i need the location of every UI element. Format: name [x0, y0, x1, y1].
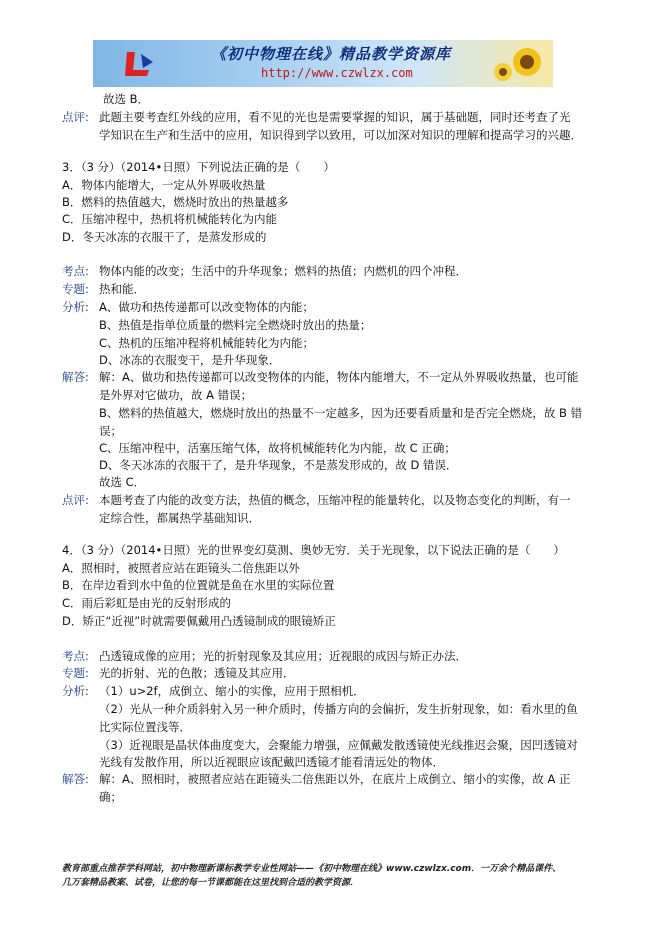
q4-jieda-line: 解：A、照相时，被照者应站在距镜头二倍焦距以外，在底片上成倒立、缩小的实像，故 A 正 — [99, 772, 571, 786]
q4-stem: 4．（3 分）（2014•日照）光的世界变幻莫测、奥妙无穷．关于光现象，以下说法正确的是（ ） — [62, 543, 565, 557]
page-footer — [62, 862, 602, 890]
q4-kaodian-label: 考点: — [62, 649, 89, 663]
q3-dianping-line: 定综合性，都属热学基础知识． — [99, 511, 260, 525]
q3-zhuanti: 热和能． — [99, 282, 145, 296]
q3-zhuanti-label: 专题: — [62, 282, 89, 296]
q4-option-b: B．在岸边看到水中鱼的位置就是鱼在水里的实际位置 — [62, 578, 335, 592]
q3-jieda-line: D、冬天冰冻的衣服干了，是升华现象，不是蒸发形成的，故 D 错误． — [99, 458, 458, 472]
q3-option-d: D．冬天冰冻的衣服干了，是蒸发形成的 — [62, 230, 267, 244]
q4-kaodian: 凸透镜成像的应用；光的折射现象及其应用；近视眼的成因与矫正办法． — [99, 649, 467, 663]
q3-fenxi-line: B、热值是指单位质量的燃料完全燃烧时放出的热量； — [99, 318, 372, 332]
q3-jieda-line: 误； — [99, 424, 122, 438]
q4-option-d: D．矫正“近视”时就需要佩戴用凸透镜制成的眼镜矫正 — [62, 614, 336, 628]
q4-zhuanti: 光的折射、光的色散；透镜及其应用． — [99, 666, 295, 680]
q4-fenxi-line: 光线有发散作用，所以近视眼应该配戴凹透镜才能看清远处的物体． — [99, 755, 444, 769]
prev-comment-label: 点评: — [62, 110, 89, 124]
banner-title: 《初中物理在线》精品教学资源库 — [211, 45, 452, 63]
q3-option-b: B．燃料的热值越大，燃烧时放出的热量越多 — [62, 195, 289, 209]
q4-fenxi-line: （2）光从一种介质斜射入另一种介质时，传播方向的会偏折，发生折射现象，如：看水里的鱼 — [99, 702, 578, 716]
q3-jieda-line: 故选 C． — [99, 475, 146, 489]
site-logo-icon — [123, 48, 157, 80]
sunflower-icon — [487, 42, 547, 86]
q3-jieda-line: B、燃料的热值越大，燃烧时放出的热量不一定越多，因为还要看质量和是否完全燃烧，故 B 错 — [99, 406, 583, 420]
q4-jieda-label: 解答: — [62, 772, 89, 786]
header-banner — [93, 40, 553, 87]
prev-comment-line: 学知识在生产和生活中的应用，知识得到学以致用，可以加深对知识的理解和提高学习的兴趣． — [99, 128, 582, 142]
q3-jieda-line: 解：A、做功和热传递都可以改变物体的内能，物体内能增大，不一定从外界吸收热量，也可能 — [99, 370, 579, 384]
q3-option-c: C．压缩冲程中，热机将机械能转化为内能 — [62, 212, 278, 226]
footer-line: 几万套精品教案、试卷，让您的每一节课都能在这里找到合适的教学资源． — [62, 878, 360, 888]
q3-jieda-line: 是外界对它做功，故 A 错误； — [99, 388, 253, 402]
q4-fenxi-line: 比实际位置浅等． — [99, 720, 191, 734]
q3-fenxi-line: C、热机的压缩冲程将机械能转化为内能； — [99, 336, 315, 350]
q3-fenxi-line: A、做功和热传递都可以改变物体的内能； — [99, 300, 314, 314]
q3-kaodian: 物体内能的改变；生活中的升华现象；燃料的热值；内燃机的四个冲程． — [99, 264, 467, 278]
q4-zhuanti-label: 专题: — [62, 666, 89, 680]
q3-jieda-line: C、压缩冲程中，活塞压缩气体，故将机械能转化为内能，故 C 正确； — [99, 441, 456, 455]
q3-stem: 3．（3 分）（2014•日照）下列说法正确的是（ ） — [62, 160, 335, 174]
prev-comment-line: 此题主要考查红外线的应用，看不见的光也是需要掌握的知识，属于基础题，同时还考查了光 — [99, 110, 571, 124]
footer-line: 教育部重点推荐学科网站，初中物理新课标教学专业性网站——《初中物理在线》www.czwlzx.com．一万余个精品课件、 — [62, 864, 562, 874]
q3-dianping-label: 点评: — [62, 493, 89, 507]
banner-url: http://www.czwlzx.com — [261, 66, 413, 80]
q3-fenxi-label: 分析: — [62, 300, 89, 314]
q3-fenxi-line: D、冰冻的衣服变干，是升华现象． — [99, 353, 281, 367]
q4-fenxi-line: （3）近视眼是晶状体曲度变大，会聚能力增强，应佩戴发散透镜使光线推迟会聚，因凹透镜对 — [99, 738, 578, 752]
q3-dianping-line: 本题考查了内能的改变方法，热值的概念，压缩冲程的能量转化，以及物态变化的判断，有一 — [99, 493, 571, 507]
q4-fenxi-label: 分析: — [62, 684, 89, 698]
q4-jieda-line: 确； — [99, 790, 122, 804]
q3-jieda-label: 解答: — [62, 370, 89, 384]
q3-kaodian-label: 考点: — [62, 264, 89, 278]
prev-answer: 故选 B． — [103, 92, 150, 106]
q4-option-c: C．雨后彩虹是由光的反射形成的 — [62, 596, 232, 610]
q4-option-a: A．照相时，被照者应站在距镜头二倍焦距以外 — [62, 561, 300, 575]
q4-fenxi-line: （1）u>2f，成倒立、缩小的实像，应用于照相机． — [99, 684, 365, 698]
q3-option-a: A．物体内能增大，一定从外界吸收热量 — [62, 178, 266, 192]
